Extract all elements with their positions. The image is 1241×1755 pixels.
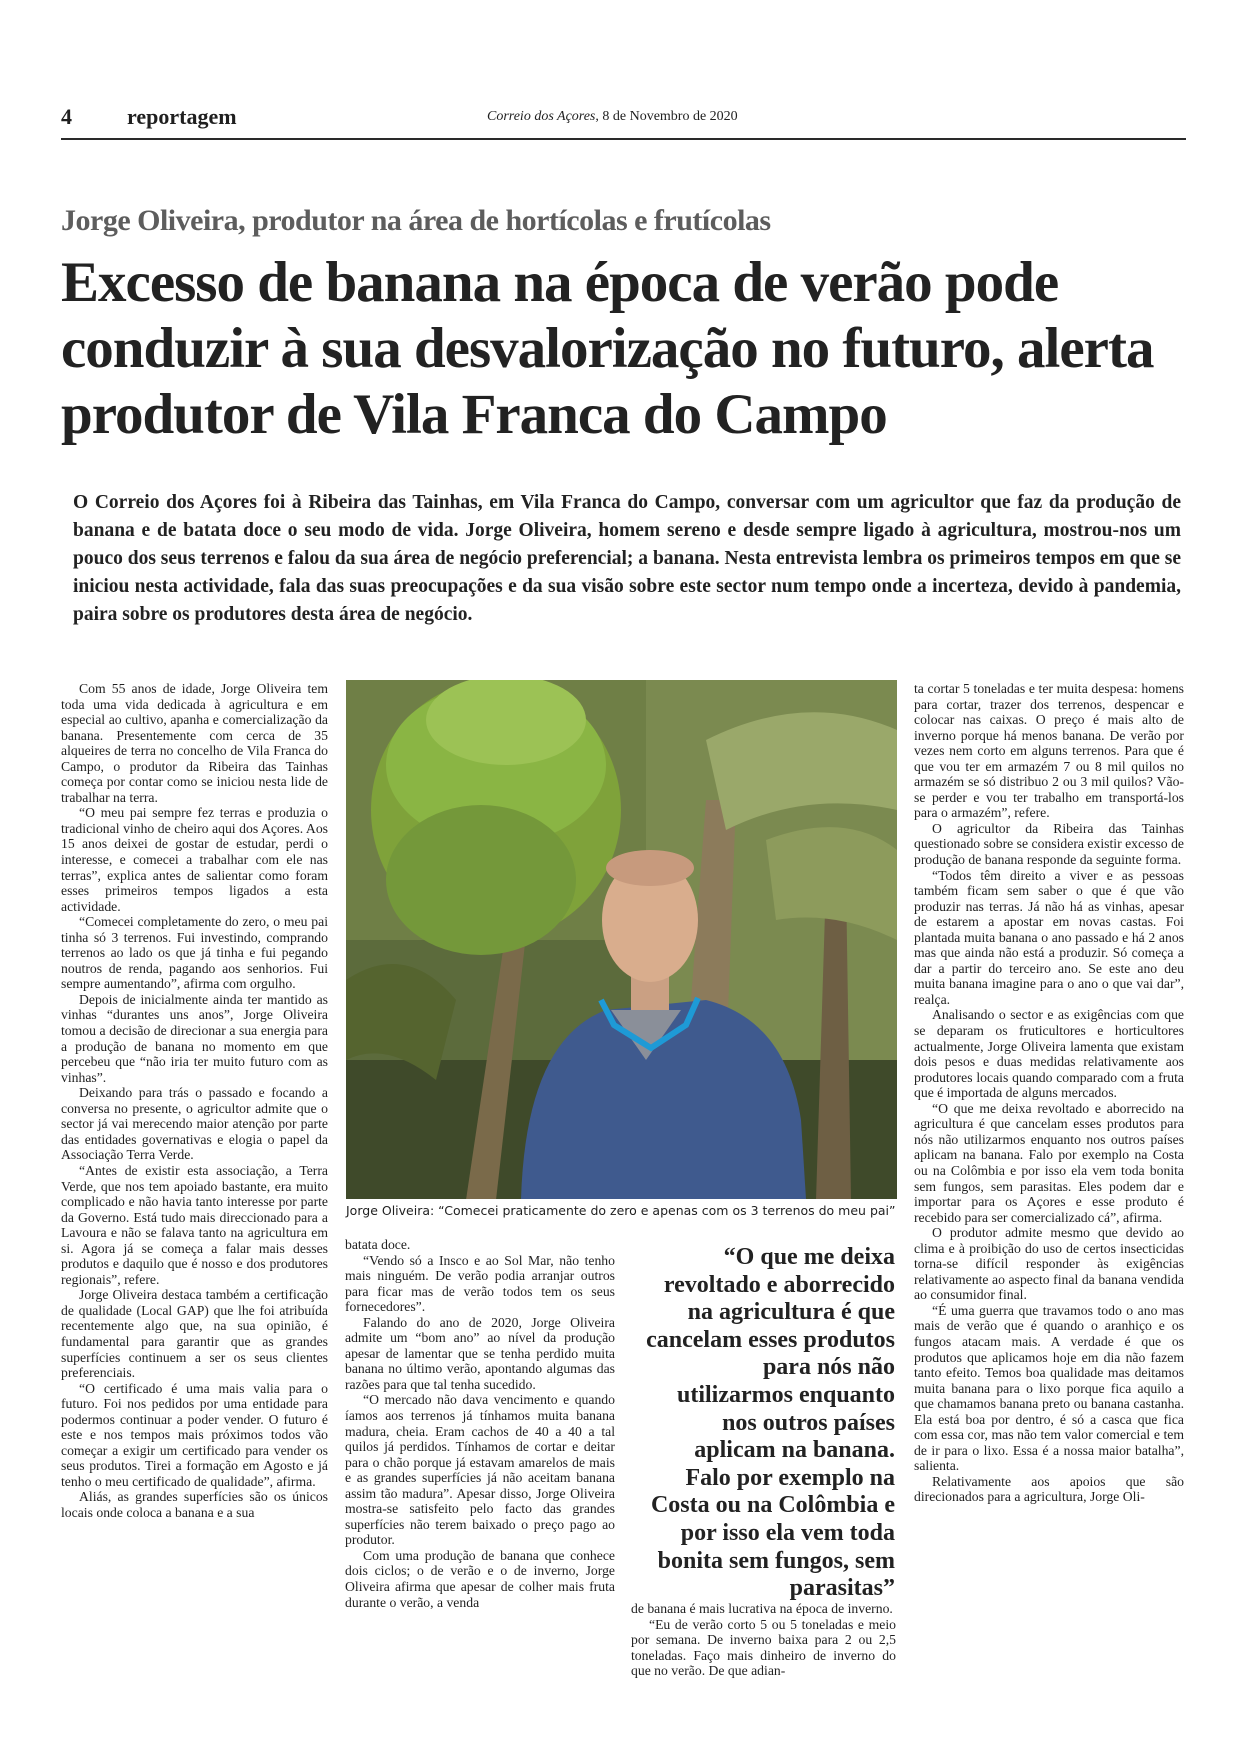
publication-date: , 8 de Novembro de 2020 [595, 109, 738, 124]
paragraph: “O mercado não dava vencimento e quando íamos aos terrenos já tínhamos muita banana madura, cheia. Eram cachos de 40 a 40 a tal quilos já perdidos. Tínhamos de cortar e deitar para o chão porque já estavam amarelos de mais e as grandes superfícies já não aceitam banana assim tão madura”. Apesar disso, Jorge Oliveira mostra-se satisfeito pelo facto das grandes superfícies não terem baixado o preço pago ao produtor. [345, 1392, 615, 1548]
page-number: 4 [61, 104, 72, 129]
paragraph: Analisando o sector e as exigências com que se deparam os fruticultores e horticultores actualmente, Jorge Oliveira lamenta que existam dois pesos e duas medidas relativamente aos produtores locais quando comparado com a fruta que é importada de alguns mercados. [914, 1007, 1184, 1101]
photo-caption: Jorge Oliveira: “Comecei praticamente do zero e apenas com os 3 terrenos do meu pai” [346, 1203, 896, 1218]
paragraph: “Comecei completamente do zero, o meu pai tinha só 3 terrenos. Fui investindo, comprando terrenos ao lado os que já tinha e fui pegando noutros de renda, pagando aos senhorios. Fui sempre aumentando”, afirma com orgulho. [61, 914, 328, 992]
paragraph: “O meu pai sempre fez terras e produzia o tradicional vinho de cheiro aqui dos Açores. Aos 15 anos deixei de gostar de estudar, perdi o interesse, e comecei a trabalhar com ele nas terras”, explica antes de salientar como foram esses primeiros tempos ligados a esta actividade. [61, 805, 328, 914]
page-header [61, 104, 1186, 140]
paragraph: O produtor admite mesmo que devido ao clima e à proibição do uso de certos insecticidas torna-se difícil responder às exigências relativamente ao aspecto final da banana vendida ao consumidor final. [914, 1225, 1184, 1303]
paragraph: Deixando para trás o passado e focando a conversa no presente, o agricultor admite que o sector já vai merecendo maior atenção por parte das entidades governativas e elogia o papel da Associação Terra Verde. [61, 1085, 328, 1163]
paragraph: O agricultor da Ribeira das Tainhas questionado sobre se considera existir excesso de produção de banana responde da seguinte forma. [914, 820, 1184, 868]
paragraph: “Vendo só a Insco e ao Sol Mar, não tenho mais ninguém. De verão podia arranjar outros para ficar mas de verão todos tem os seus fornecedores”. [345, 1252, 615, 1315]
paragraph: “Antes de existir esta associação, a Terra Verde, que nos tem apoiado bastante, era muito complicado e não havia tanto interesse por parte da Governo. Está tudo mais direccionado para a Lavoura e não se falava tanto na agricultura em si. Agora já se começa a falar mais desses produtos e daquilo que é nosso e dos produtores regionais”, refere. [61, 1162, 328, 1287]
photo-farmer-banana-plantation [346, 680, 897, 1199]
text-column-3 [631, 1601, 896, 1679]
paragraph: “É uma guerra que travamos todo o ano mas mais de verão que é quando o aranhiço e os fungos atacam mais. A verdade é que os produtos que aplicamos hoje em dia não fazem tanto efeito. Temos boa qualidade mas deitamos muita banana para o lixo porque fica aquilo a que chamamos banana preto ou banana castanha. Ela está boa por dentro, é só a casca que fica com essa cor, mas não tem valor comercial e tem de ir para o lixo. Essa é a nossa maior batalha”, salienta. [914, 1302, 1184, 1474]
article-kicker: Jorge Oliveira, produtor na área de hortícolas e frutícolas [61, 204, 771, 237]
section-name: reportagem [127, 104, 237, 129]
article-photo [346, 680, 897, 1199]
paragraph: Relativamente aos apoios que são direcionados para a agricultura, Jorge Oli- [914, 1473, 1184, 1505]
paragraph: “O certificado é uma mais valia para o futuro. Foi nos pedidos por uma entidade para podermos continuar a poder vender. O futuro é este e nos tempos mais próximos todos vão começar a exigir um certificado para vender os seus produtos. Tirei a formação em Agosto e já tenho o meu certificado de qualidade”, afirma. [61, 1380, 328, 1489]
publication-line [487, 109, 738, 125]
paragraph: Com 55 anos de idade, Jorge Oliveira tem toda uma vida dedicada à agricultura e em especial ao cultivo, apanha e comercialização da banana. Presentemente com cerca de 35 alqueires de terra no concelho de Vila Franca do Campo, o produtor da Ribeira das Tainhas começa por contar como se iniciou nesta lide de trabalhar na terra. [61, 681, 328, 805]
article-headline: Excesso de banana na época de verão pode conduzir à sua desvalorização no futuro, alerta produtor de Vila Franca do Campo [61, 251, 1154, 446]
paragraph: “O que me deixa revoltado e aborrecido na agricultura é que cancelam esses produtos para nós não utilizarmos enquanto nos outros países aplicam na banana. Falo por exemplo na Costa ou na Colômbia e por isso ela vem toda bonita sem fungos, sem parasitas. Eles podem dar e importar para os Açores e esse produto é recebido para ser comercializado cá”, afirma. [914, 1100, 1184, 1225]
paragraph: “Todos têm direito a viver e as pessoas também ficam sem saber o que é que vão produzir nas terras. Já não há as vinhas, apesar de estarem a apostar em novas castas. Foi plantada muita banana o ano passado e há 2 anos mas que ainda não está a produzir. Só começa a dar a partir do terceiro ano. Se este ano deu muita banana imagine para o ano o que vai dar”, realça. [914, 867, 1184, 1007]
paragraph: “Eu de verão corto 5 ou 5 toneladas e meio por semana. De inverno baixa para 2 ou 2,5 toneladas. Faço mais dinheiro de inverno do que no verão. De que adian- [631, 1616, 896, 1679]
text-column-2 [345, 1237, 615, 1610]
paragraph: de banana é mais lucrativa na época de inverno. [631, 1601, 893, 1616]
paragraph: batata doce. [345, 1237, 411, 1252]
paragraph: Jorge Oliveira destaca também a certificação de qualidade (Local GAP) que lhe foi atribuída recentemente algo que, na sua opinião, é fundamental para garantir que as grandes superfícies continuem a ser os seus clientes preferenciais. [61, 1287, 328, 1381]
paragraph: Com uma produção de banana que conhece dois ciclos; o de verão e o de inverno, Jorge Oliveira afirma que apesar de colher mais fruta durante o verão, a venda [345, 1547, 615, 1610]
paragraph: Aliás, as grandes superfícies são os únicos locais onde coloca a banana e a sua [61, 1489, 328, 1520]
pull-quote: “O que me deixa revoltado e aborrecido na agricultura é que cancelam esses produtos para nós não utilizarmos enquanto nos outros países aplicam na banana. Falo por exemplo na Costa ou na Colômbia e por isso ela vem toda bonita sem fungos, sem parasitas” [646, 1244, 895, 1602]
paragraph: Depois de inicialmente ainda ter mantido as vinhas “durantes uns anos”, Jorge Oliveira tomou a decisão de direcionar a sua energia para a produção de banana no momento em que percebeu que “não iria ter muito futuro com as vinhas”. [61, 991, 328, 1085]
text-column-1 [61, 681, 328, 1521]
paragraph: Falando do ano de 2020, Jorge Oliveira admite um “bom ano” ao nível da produção apesar de lamentar que se tenha perdido muita banana no último verão, apontando algumas das razões para que tal tenha sucedido. [345, 1314, 615, 1392]
paragraph: ta cortar 5 toneladas e ter muita despesa: homens para cortar, trazer dos terrenos, despencar e colocar nas caixas. O preço é mais alto de inverno porque há menos banana. De verão por vezes nem corto em alguns terrenos. Para que é que vou ter em armazém 7 ou 8 mil quilos no armazém se só distribuo 2 ou 3 mil quilos? Vão-se perder e vou ter trabalho em transportá-los para o armazém”, refere. [914, 681, 1184, 821]
article-lead: O Correio dos Açores foi à Ribeira das Tainhas, em Vila Franca do Campo, conversar com um agricultor que faz da produção de banana e de batata doce o seu modo de vida. Jorge Oliveira, homem sereno e desde sempre ligado à agricultura, mostrou-nos um pouco dos seus terrenos e falou da sua área de negócio preferencial; a banana. Nesta entrevista lembra os primeiros tempos em que se iniciou nesta actividade, fala das suas preocupações e da sua visão sobre este sector num tempo onde a incerteza, devido à pandemia, paira sobre os produtores desta área de negócio. [73, 492, 1181, 625]
text-column-4 [914, 681, 1184, 1505]
newspaper-name: Correio dos Açores [487, 109, 596, 124]
